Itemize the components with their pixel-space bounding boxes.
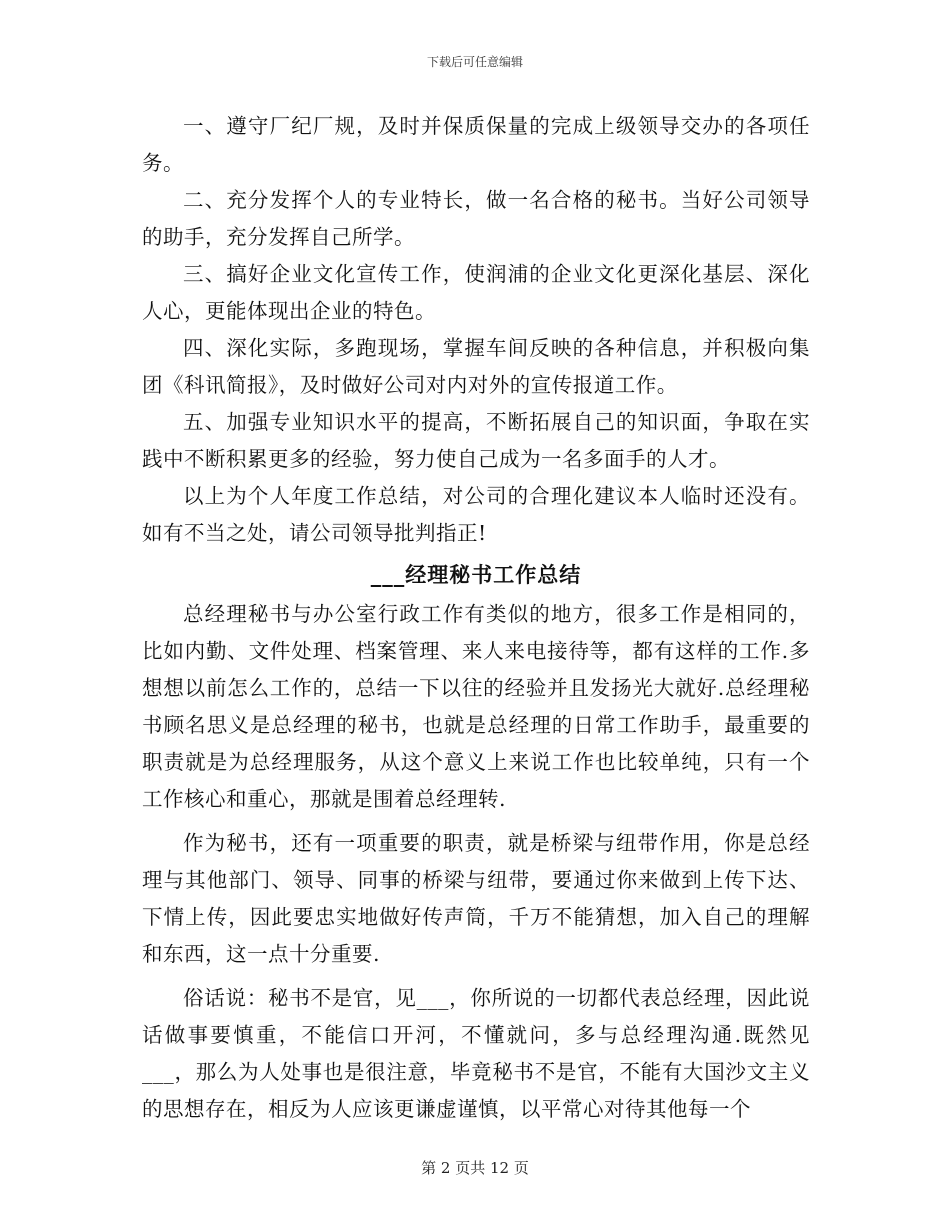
paragraph-item-2: 二、充分发挥个人的专业特长，做一名合格的秘书。当好公司领导的助手，充分发挥自己所学。 (142, 188, 810, 249)
section-title: ___经理秘书工作总结 (370, 562, 582, 587)
paragraph-item-3: 三、搞好企业文化宣传工作，使润浦的企业文化更深化基层、深化人心，更能体现出企业的特色。 (142, 262, 810, 323)
header-note: 下载后可任意编辑 (426, 55, 523, 69)
page-number: 第 2 页共 12 页 (421, 1159, 529, 1177)
paragraph-item-4: 四、深化实际，多跑现场，掌握车间反映的各种信息，并积极向集团《科讯简报》，及时做好公司对内对外的宣传报道工作。 (142, 336, 810, 397)
paragraph-body-2: 作为秘书，还有一项重要的职责，就是桥梁与纽带作用，你是总经理与其他部门、领导、同事的桥梁与纽带，要通过你来做到上传下达、下情上传，因此要忠实地做好传声筒，千万不能猜想，加入自己的理解和东西，这一点十分重要. (142, 831, 810, 966)
paragraph-conclusion: 以上为个人年度工作总结，对公司的合理化建议本人临时还没有。如有不当之处，请公司领导批判指正! (142, 484, 810, 545)
paragraph-body-3: 俗话说：秘书不是官，见___，你所说的一切都代表总经理，因此说话做事要慎重，不能信口开河，不懂就问，多与总经理沟通.既然见___，那么为人处事也是很注意，毕竟秘书不是官，不能有大国沙文主义的思想存在，相反为人应该更谦虚谨慎，以平常心对待其他每一个 (142, 986, 810, 1121)
paragraph-body-1: 总经理秘书与办公室行政工作有类似的地方，很多工作是相同的，比如内勤、文件处理、档案管理、来人来电接待等，都有这样的工作.多想想以前怎么工作的，总结一下以往的经验并且发扬光大就好.总经理秘书顾名思义是总经理的秘书，也就是总经理的日常工作助手，最重要的职责就是为总经理服务，从这个意义上来说工作也比较单纯，只有一个工作核心和重心，那就是围着总经理转. (142, 602, 810, 811)
paragraph-item-5: 五、加强专业知识水平的提高，不断拓展自己的知识面，争取在实践中不断积累更多的经验，努力使自己成为一名多面手的人才。 (142, 410, 810, 471)
paragraph-item-1: 一、遵守厂纪厂规，及时并保质保量的完成上级领导交办的各项任务。 (142, 114, 810, 175)
document-body (142, 108, 810, 1128)
